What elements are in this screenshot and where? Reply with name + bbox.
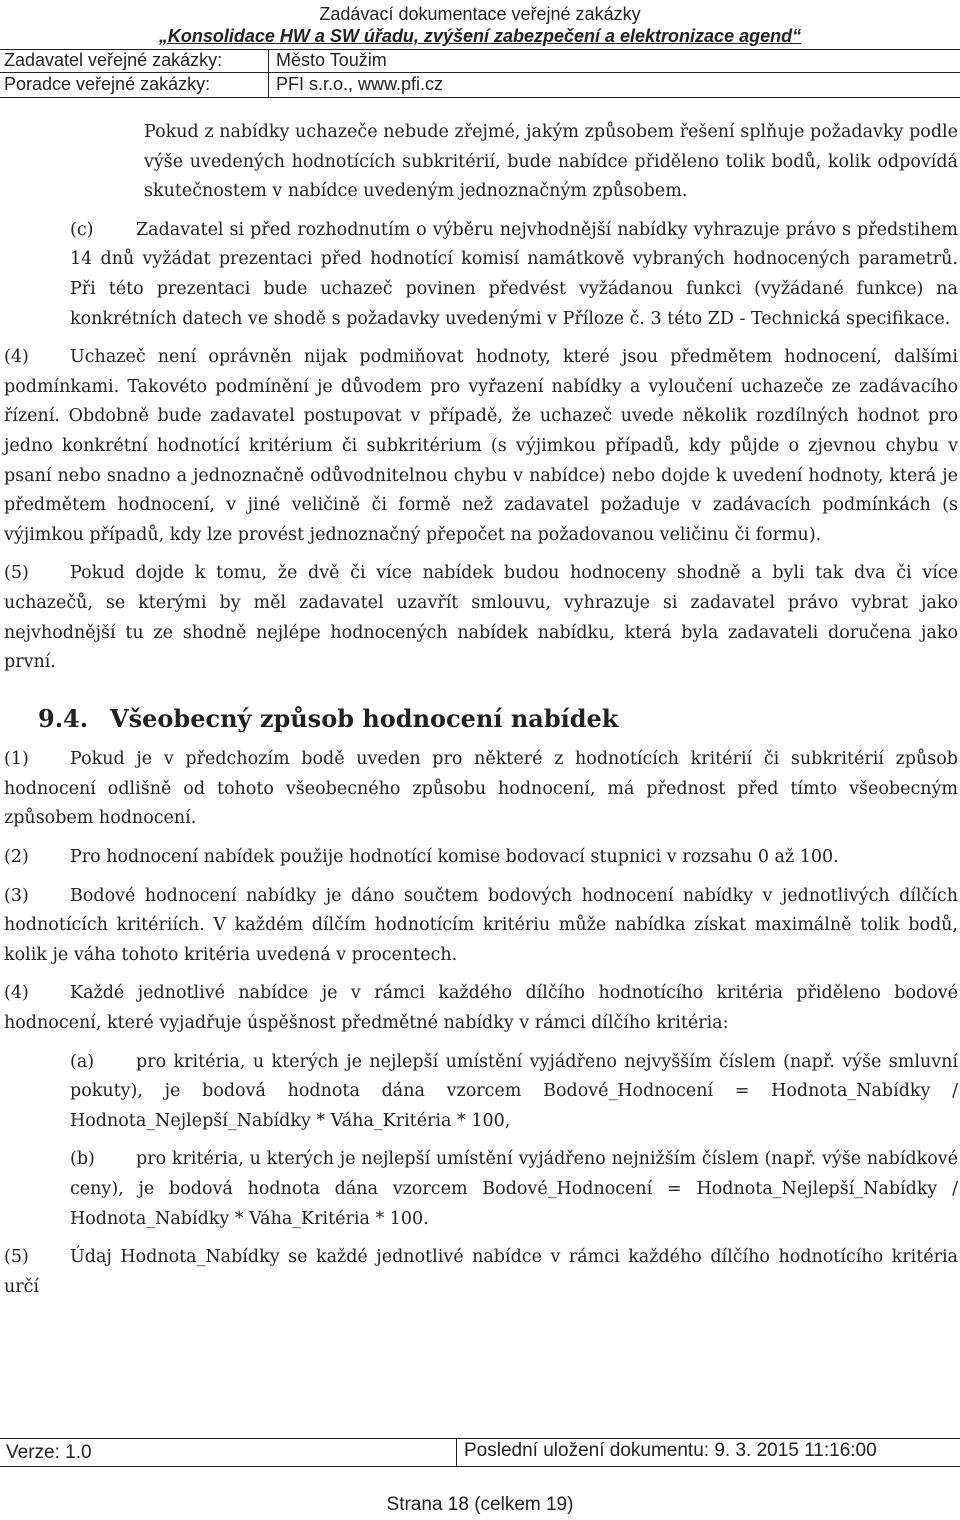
section-number: 9.4. [38,703,89,733]
item-label: (2) [4,847,29,868]
section-title: Všeobecný způsob hodnocení nabídek [110,703,619,733]
paragraph-4 [4,343,958,550]
paragraph-5 [4,559,958,677]
paragraph-b [4,1145,958,1234]
item-text: Uchazeč není oprávněn nijak podmiňovat hodnoty, které jsou předmětem hodnocení, dalšími podmínkami. Takovéto podmínění je důvodem pro vyřazení nabídky a vyloučení uchazeče ze zadávacího řízení. Obdobně bude zadavatel postupovat v případě, že uchazeč uvede několik rozdílných hodnot pro jedno konkrétní hodnotící kritérium či subkritérium (s výjimkou případů, kdy půjde o zjevnou chybu v psaní nebo snadno a jednoznačně odůvodnitelnou chybu v nabídce) nebo dojde k uvedení hodnoty, která je předmětem hodnocení, v jiné veličině či formě než zadavatel požaduje v zadávacích podmínkách (s výjimkou případů, kdy lze provést jednoznačný přepočet na požadovanou veličinu či formu). [4,347,958,545]
header-column-divider [268,49,269,97]
item-text: Každé jednotlivé nabídce je v rámci každého dílčího hodnotícího kritéria přiděleno bodové hodnocení, které vyjadřuje úspěšnost předmětné nabídky v rámci dílčího kritéria: [4,983,958,1034]
item-text: Bodové hodnocení nabídky je dáno součtem bodových hodnocení nabídky v jednotlivých dílčích hodnotících kritériích. V každém dílčím hodnotícím kritériu může nabídka získat maximálně tolik bodů, kolik je váha tohoto kritéria uvedená v procentech. [4,885,958,965]
item-label: (5) [4,563,29,584]
item-label: (a) [70,1051,95,1072]
last-saved-label: Poslední uložení dokumentu: 9. 3. 2015 11:16:00 [464,1440,877,1461]
item-label: (b) [70,1149,95,1170]
item-label: (3) [4,885,29,906]
item-label: (c) [70,219,94,240]
footer-top-border [0,1438,960,1439]
item-text: pro kritéria, u kterých je nejlepší umístění vyjádřeno nejnižším číslem (např. výše nabídkové ceny), je bodová hodnota dána vzorcem Bodové_Hodnocení = Hodnota_Nejlepší_Nabídky / Hodnota_Nabídky * Váha_Kritéria * 100. [70,1149,958,1229]
advisor-label: Poradce veřejné zakázky: [4,74,211,94]
section-heading [38,704,958,734]
version-label: Verze: 1.0 [6,1442,92,1463]
paragraph-a [4,1048,958,1137]
item-text: Pokud je v předchozím bodě uveden pro některé z hodnotících kritérií či subkritérií způsob hodnocení odlišně od tohoto všeobecného způsobu hodnocení, má přednost před tímto všeobecným způsobem hodnocení. [4,749,958,829]
item-label: (5) [4,1247,29,1268]
paragraph-s5 [4,1243,958,1302]
document-footer [0,1438,960,1466]
item-text: pro kritéria, u kterých je nejlepší umístění vyjádřeno nejvyšším číslem (např. výše smluvní pokuty), je bodová hodnota dána vzorcem Bodové_Hodnocení = Hodnota_Nabídky / Hodnota_Nejlepší_Nabídky * Váha_Kritéria * 100, [70,1051,958,1131]
footer-bottom-border [0,1466,960,1467]
item-text: Pro hodnocení nabídek použije hodnotící komise bodovací stupnici v rozsahu 0 až 100. [70,847,839,868]
item-label: (4) [4,347,29,368]
document-header [0,0,960,100]
item-text: Pokud dojde k tomu, že dvě či více nabídek budou hodnoceny shodně a byli tak dva či více uchazečů, se kterými by měl zadavatel uzavřít smlouvu, vyhrazuje si zadavatel právo vybrat jako nejvhodnější tu ze shodně nejlépe hodnocených nabídek nabídku, která byla zadavateli doručena jako první. [4,563,958,673]
paragraph-s1 [4,745,958,834]
paragraph-c [4,216,958,334]
header-bottom-border [0,97,960,98]
paragraph-intro: Pokud z nabídky uchazeče nebude zřejmé, jakým způsobem řešení splňuje požadavky podle výše uvedených hodnotících subkritérií, bude nabídce přiděleno tolik bodů, kolik odpovídá skutečnostem v nabídce uvedeným jednoznačným způsobem. [144,122,958,202]
paragraph-s4 [4,979,958,1038]
footer-divider [456,1438,457,1466]
item-text: Zadavatel si před rozhodnutím o výběru nejvhodnější nabídky vyhrazuje právo s předstihem 14 dnů vyžádat prezentaci před hodnotící komisí namátkově vybraných hodnocených parametrů. Při této prezentaci bude uchazeč povinen předvést vyžádanou funkci (vyžádané funkce) na konkrétních datech ve shodě s požadavky uvedenými v Příloze č. 3 této ZD - Technická specifikace. [70,219,958,329]
contracting-authority-label: Zadavatel veřejné zakázky: [4,50,223,70]
header-subtitle: „Konsolidace HW a SW úřadu, zvýšení zabezpečení a elektronizace agend“ [158,26,802,46]
item-label: (1) [4,749,29,770]
item-text: Údaj Hodnota_Nabídky se každé jednotlivé nabídce v rámci každého dílčího hodnotícího kritéria určí [4,1247,958,1297]
contracting-authority-value: Město Toužim [276,50,387,70]
header-title: Zadávací dokumentace veřejné zakázky [319,4,641,24]
document-body [4,118,958,1311]
paragraph-s3 [4,882,958,971]
item-label: (4) [4,983,29,1004]
paragraph-s2 [4,843,958,873]
page-number: Strana 18 (celkem 19) [386,1494,574,1515]
advisor-value: PFI s.r.o., www.pfi.cz [276,74,444,94]
